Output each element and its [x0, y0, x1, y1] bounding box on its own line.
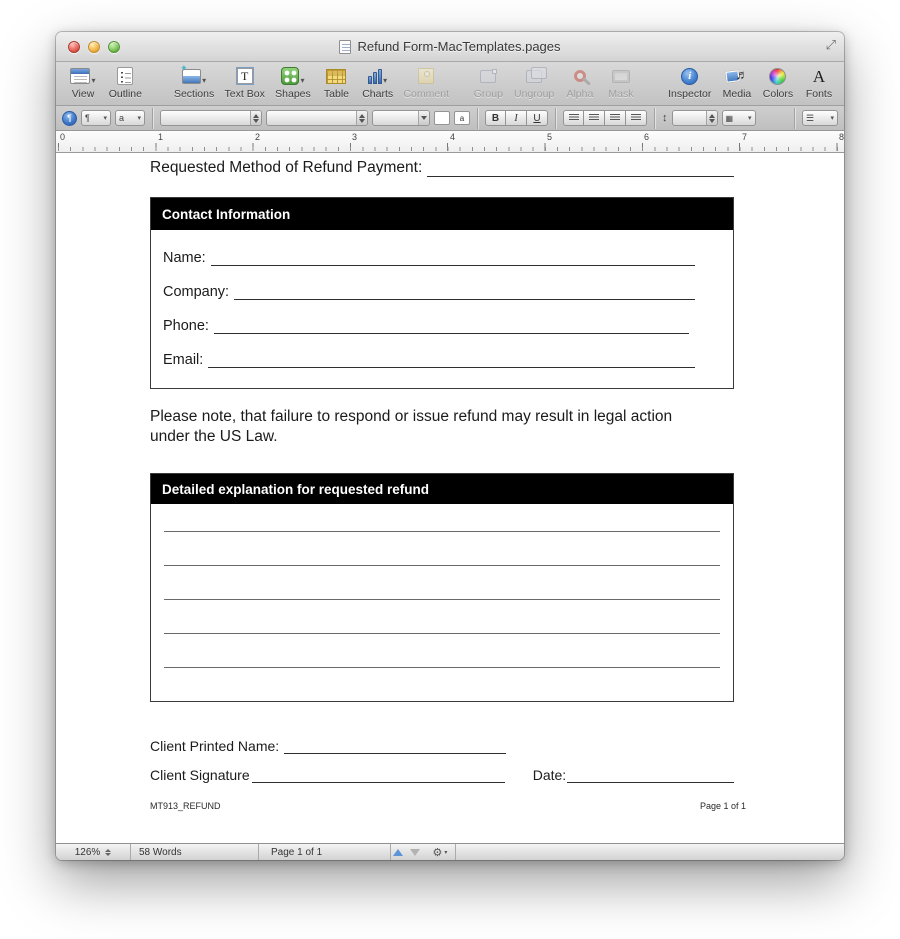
toolbar-label-ungroup: Ungroup: [513, 88, 555, 100]
pages-window: [56, 32, 844, 860]
document-proxy-icon[interactable]: [339, 40, 351, 54]
toolbar-label-shapes: Shapes: [275, 88, 311, 100]
zoom-level-control[interactable]: [56, 844, 131, 860]
blank-line: [211, 254, 695, 266]
date-label: Date:: [532, 767, 567, 783]
stepper-icon: [250, 111, 261, 125]
email-label: Email:: [163, 352, 204, 368]
font-family-select[interactable]: [160, 110, 262, 126]
blank-line: [164, 600, 720, 634]
toolbar-label-textbox: Text Box: [224, 88, 265, 100]
textbox-icon: T: [237, 68, 253, 84]
ruler-number: 8: [839, 132, 844, 142]
next-page-button[interactable]: [410, 849, 420, 856]
contact-field-name: [163, 244, 721, 266]
inspector-icon: i: [681, 68, 698, 85]
paragraph-style-dropdown[interactable]: ¶ ▾: [81, 110, 111, 126]
phone-label: Phone:: [163, 318, 209, 334]
ruler-number: 6: [644, 132, 650, 142]
comment-icon: [418, 68, 434, 84]
align-justify-icon: [631, 114, 641, 122]
character-style-dropdown[interactable]: a ▾: [115, 110, 145, 126]
gear-menu-button[interactable]: [427, 846, 454, 859]
fullscreen-icon[interactable]: ⤢: [825, 37, 836, 52]
paragraph-styles-drawer-button[interactable]: ¶: [62, 111, 77, 126]
contact-field-email: [163, 346, 721, 368]
toolbar-button-media[interactable]: [722, 65, 752, 100]
toolbar-label-group: Group: [473, 88, 503, 100]
word-count-value: 58 Words: [139, 846, 182, 858]
contact-information-header: Contact Information: [151, 198, 733, 230]
document-area[interactable]: [56, 153, 844, 843]
outline-icon: [117, 67, 133, 85]
chevron-down-icon: ▾: [300, 76, 305, 85]
requested-method-line: [150, 159, 734, 177]
blank-line: [164, 634, 720, 668]
blank-line: [252, 771, 505, 783]
toolbar-button-ungroup: [514, 65, 554, 100]
toolbar-button-inspector[interactable]: [669, 65, 711, 100]
stepper-icon: [356, 111, 367, 125]
chevron-down-icon: ▾: [103, 115, 107, 122]
toolbar-button-group: [473, 65, 503, 100]
toolbar-button-alpha: [565, 65, 595, 100]
alpha-icon: [574, 70, 586, 82]
signature-date-line: [150, 767, 734, 783]
blank-line: [164, 504, 720, 532]
ruler-number: 4: [450, 132, 456, 142]
ruler-number: 3: [352, 132, 358, 142]
align-left-icon: [569, 114, 579, 122]
background-color-well[interactable]: a: [454, 111, 470, 125]
zoom-window-button[interactable]: [108, 41, 120, 53]
client-signature-label: Client Signature: [150, 767, 250, 783]
blank-line: [427, 165, 734, 177]
minimize-button[interactable]: [88, 41, 100, 53]
mask-icon: [612, 70, 630, 83]
shapes-icon: [281, 67, 299, 85]
traffic-lights: [68, 41, 120, 53]
align-left-button[interactable]: [563, 110, 584, 126]
toolbar: [56, 62, 844, 106]
colors-icon: [769, 68, 786, 85]
chevron-down-icon: ▾: [202, 76, 207, 85]
requested-method-label: Requested Method of Refund Payment:: [150, 159, 423, 176]
status-bar: [56, 843, 844, 860]
window-title: Refund Form-MacTemplates.pages: [357, 39, 561, 54]
italic-button[interactable]: I: [506, 110, 527, 126]
chevron-down-icon: ▾: [747, 115, 752, 122]
ruler[interactable]: [56, 131, 844, 153]
alignment-segment: [563, 110, 647, 126]
detailed-explanation-box: [150, 473, 734, 702]
toolbar-button-sections[interactable]: [174, 65, 214, 100]
toolbar-button-textbox[interactable]: [225, 65, 265, 100]
ruler-number: 2: [255, 132, 261, 142]
align-right-icon: [610, 114, 620, 122]
chevron-down-icon: ▾: [91, 76, 96, 85]
view-icon: [70, 68, 90, 84]
text-color-well[interactable]: [434, 111, 450, 125]
ungroup-icon: [526, 70, 542, 83]
typeface-select[interactable]: [266, 110, 368, 126]
list-icon: ☰: [806, 112, 815, 123]
toolbar-label-outline: Outline: [108, 88, 142, 100]
columns-icon: ▦: [725, 113, 734, 123]
chevron-down-icon: ▾: [444, 849, 448, 856]
underline-button[interactable]: U: [527, 110, 548, 126]
chevron-down-icon: ▾: [137, 115, 141, 122]
chevron-down-icon: [418, 111, 429, 125]
chevron-down-icon: ▾: [383, 76, 388, 85]
toolbar-label-comment: Comment: [403, 88, 449, 100]
bold-button[interactable]: B: [485, 110, 506, 126]
toolbar-button-comment: [404, 65, 449, 100]
word-count: [131, 844, 259, 860]
name-label: Name:: [163, 250, 206, 266]
toolbar-label-table: Table: [323, 88, 350, 100]
page-indicator-value: Page 1 of 1: [271, 846, 323, 858]
list-style-dropdown[interactable]: [802, 110, 838, 126]
company-label: Company:: [163, 284, 230, 300]
footer-template-id: MT913_REFUND: [150, 801, 221, 811]
blank-line: [284, 742, 506, 754]
blank-line: [567, 771, 734, 783]
font-size-select[interactable]: [372, 110, 430, 126]
toolbar-button-fonts[interactable]: [804, 65, 834, 100]
ruler-number: 5: [547, 132, 553, 142]
contact-field-phone: [163, 312, 721, 334]
client-printed-name-label: Client Printed Name:: [150, 738, 280, 754]
toolbar-button-shapes[interactable]: [275, 65, 310, 100]
fonts-icon: A: [812, 66, 826, 86]
format-bar: [56, 106, 844, 131]
toolbar-label-media: Media: [722, 88, 752, 100]
zoom-level-value: 126%: [74, 846, 101, 858]
blank-line: [214, 322, 689, 334]
toolbar-label-charts: Charts: [362, 88, 394, 100]
toolbar-button-mask: [606, 65, 636, 100]
ruler-number: 1: [158, 132, 164, 142]
toolbar-label-alpha: Alpha: [566, 88, 594, 100]
toolbar-label-view: View: [71, 88, 95, 100]
stepper-icon: [706, 111, 717, 125]
table-icon: [326, 69, 346, 84]
sections-icon: [182, 69, 201, 84]
toolbar-label-fonts: Fonts: [805, 88, 833, 100]
detailed-explanation-header: Detailed explanation for requested refund: [151, 474, 733, 504]
toolbar-button-colors[interactable]: [763, 65, 793, 100]
line-spacing-icon: ↕: [662, 112, 668, 124]
group-icon: [480, 70, 496, 83]
media-icon: [726, 68, 747, 85]
blank-line: [234, 288, 695, 300]
previous-page-button[interactable]: [393, 849, 403, 856]
stepper-icon: [105, 849, 111, 856]
blank-line: [164, 566, 720, 600]
ruler-number: 7: [742, 132, 748, 142]
page-navigation: [391, 844, 456, 860]
toolbar-button-table[interactable]: [321, 65, 351, 100]
document-footer: [150, 801, 746, 811]
text-style-segment: [485, 110, 548, 126]
blank-line: [208, 356, 695, 368]
align-right-button[interactable]: [605, 110, 626, 126]
contact-information-box: [150, 197, 734, 389]
toolbar-label-colors: Colors: [762, 88, 794, 100]
blank-line: [164, 532, 720, 566]
chevron-down-icon: ▾: [830, 115, 834, 122]
align-center-button[interactable]: [584, 110, 605, 126]
toolbar-button-charts[interactable]: [362, 65, 392, 100]
contact-field-company: [163, 278, 721, 300]
align-justify-button[interactable]: [626, 110, 647, 126]
gear-icon: ⚙: [432, 846, 443, 859]
toolbar-label-inspector: Inspector: [668, 88, 712, 100]
close-button[interactable]: [68, 41, 80, 53]
toolbar-label-sections: Sections: [173, 88, 215, 100]
client-printed-name-line: [150, 738, 506, 754]
footer-page-number: Page 1 of 1: [699, 801, 746, 811]
page-indicator: [259, 844, 391, 860]
line-spacing-select[interactable]: [672, 110, 718, 126]
columns-dropdown[interactable]: [722, 110, 756, 126]
toolbar-button-outline[interactable]: [109, 65, 142, 100]
ruler-number: 0: [60, 132, 66, 142]
toolbar-button-view[interactable]: [68, 65, 98, 100]
align-center-icon: [589, 114, 599, 122]
legal-note: Please note, that failure to respond or issue refund may result in legal action under the US Law.: [150, 408, 673, 445]
ruler-minor-ticks: [58, 147, 840, 151]
charts-icon: [368, 68, 382, 84]
titlebar[interactable]: [56, 32, 844, 62]
toolbar-label-mask: Mask: [608, 88, 634, 100]
